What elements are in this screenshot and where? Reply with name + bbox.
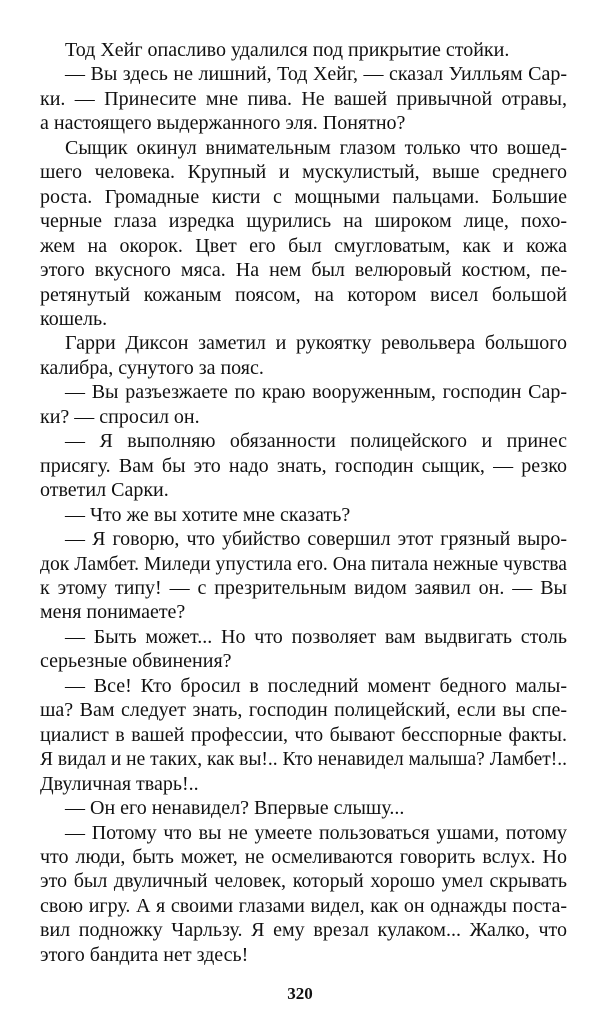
text-line: [40, 796, 567, 820]
text-line: [40, 845, 567, 869]
text-line: [40, 600, 567, 624]
text-line-content: шего человека. Крупный и мускулистый, выше среднего: [40, 161, 567, 184]
text-line-content: присягу. Вам бы это надо знать, господин сыщик, — резко: [40, 454, 567, 477]
text-line-content: Я видал и не таких, как вы!.. Кто ненавидел малыша? Ламбет!..: [40, 748, 567, 771]
text-line-content: кошель.: [40, 307, 108, 330]
text-line: [40, 869, 567, 893]
text-line: [40, 747, 567, 771]
text-line: [40, 160, 567, 184]
text-line-content: серьезные обвинения?: [40, 650, 232, 673]
text-line: [40, 552, 567, 576]
text-line-content: этого бандита нет здесь!: [40, 943, 249, 966]
text-line-content: — Я говорю, что убийство совершил этот грязный выро-: [65, 528, 567, 551]
text-line: [40, 625, 567, 649]
text-line-content: свою игру. А я своими глазами видел, как он однажды поста-: [40, 894, 567, 917]
text-line: [40, 136, 567, 160]
text-line-content: — Что же вы хотите мне сказать?: [65, 503, 351, 526]
text-line-content: а настоящего выдержанного эля. Понятно?: [40, 112, 406, 135]
text-line: [40, 283, 567, 307]
text-line-content: ки? — спросил он.: [40, 405, 200, 428]
text-line: [40, 821, 567, 845]
text-line-content: — Вы здесь не лишний, Тод Хейг, — сказал Уилльям Сар-: [65, 63, 567, 86]
text-line-content: ки. — Принесите мне пива. Не вашей привычной отравы,: [40, 87, 567, 110]
text-line-content: роста. Громадные кисти с мощными пальцами. Большие: [40, 185, 567, 208]
text-line: [40, 478, 567, 502]
text-line: [40, 38, 567, 62]
text-line-content: — Он его ненавидел? Впервые слышу...: [65, 797, 405, 820]
text-line: [40, 772, 567, 796]
text-line: [40, 649, 567, 673]
text-line: [40, 429, 567, 453]
text-line: [40, 356, 567, 380]
text-line: [40, 185, 567, 209]
text-line: [40, 307, 567, 331]
text-line-content: калибра, сунутого за пояс.: [40, 356, 264, 379]
text-line: [40, 503, 567, 527]
text-line: [40, 576, 567, 600]
book-page-text: [40, 38, 567, 967]
text-line: [40, 111, 567, 135]
text-line: [40, 894, 567, 918]
text-line-content: что люди, быть может, не осмеливаются говорить вслух. Но: [40, 845, 567, 868]
text-line-content: Сыщик окинул внимательным глазом только что вошед-: [65, 136, 567, 159]
text-line: [40, 258, 567, 282]
text-line-content: меня понимаете?: [40, 601, 186, 624]
text-line: [40, 62, 567, 86]
text-line-content: вил подножку Чарльзу. Я ему врезал кулаком... Жалко, что: [40, 919, 567, 942]
text-line: [40, 698, 567, 722]
text-line-content: — Потому что вы не умеете пользоваться ушами, потому: [65, 821, 567, 844]
text-line: [40, 209, 567, 233]
text-line: [40, 454, 567, 478]
text-line: [40, 234, 567, 258]
text-line-content: — Я выполняю обязанности полицейского и принес: [65, 430, 567, 453]
text-line: [40, 405, 567, 429]
text-line: [40, 723, 567, 747]
text-line-content: Тод Хейг опасливо удалился под прикрытие стойки.: [65, 39, 510, 61]
text-line-content: ретянутый кожаным поясом, на котором висел большой: [40, 283, 567, 306]
text-line-content: жем на окорок. Цвет его был смугловатым, как и кожа: [40, 234, 567, 257]
text-line-content: черные глаза изредка щурились на широком лице, похо-: [40, 210, 567, 233]
text-line: [40, 943, 567, 967]
text-line-content: к этому типу! — с презрительным видом заявил он. — Вы: [40, 576, 567, 599]
text-line: [40, 918, 567, 942]
page-number: 320: [287, 984, 313, 1003]
text-line-content: док Ламбет. Миледи упустила его. Она питала нежные чувства: [40, 552, 567, 575]
text-line: [40, 674, 567, 698]
text-line-content: — Быть может... Но что позволяет вам выдвигать столь: [65, 625, 567, 648]
text-line-content: ответил Сарки.: [40, 479, 169, 502]
text-line-content: — Все! Кто бросил в последний момент бедного малы-: [65, 674, 567, 697]
text-line-content: ша? Вам следует знать, господин полицейский, если вы спе-: [40, 699, 567, 722]
text-line-content: этого вкусного мяса. На нем был велюровый костюм, пе-: [40, 259, 567, 282]
text-line-content: это был двуличный человек, который хорошо умел скрывать: [40, 870, 567, 893]
text-line-content: Гарри Диксон заметил и рукоятку револьвера большого: [65, 332, 567, 355]
text-line-content: Двуличная тварь!..: [40, 772, 199, 795]
text-line-content: — Вы разъезжаете по краю вооруженным, господин Сар-: [65, 381, 567, 404]
text-line: [40, 331, 567, 355]
text-line-content: циалист в вашей профессии, что бывают бесспорные факты.: [40, 723, 567, 746]
text-line: [40, 527, 567, 551]
text-line: [40, 380, 567, 404]
text-line: [40, 87, 567, 111]
